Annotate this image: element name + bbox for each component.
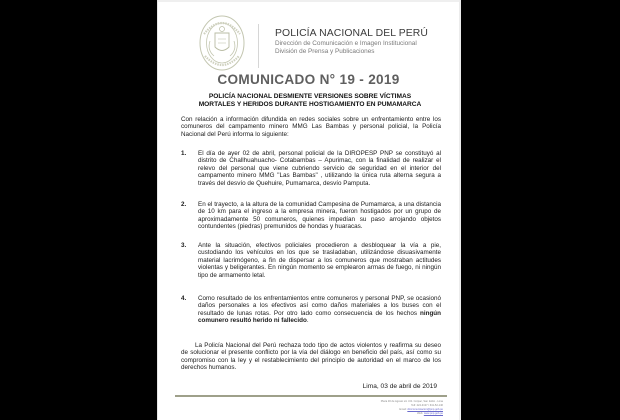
document-title: COMUNICADO N° 19 - 2019 — [217, 72, 400, 87]
letterhead-divider — [258, 24, 259, 68]
intro-paragraph: Con relación a información difundida en redes sociales sobre un enfrentamiento entre los comuneros del campamento minero MMG Las Bambas y personal policial, la Policía Nacional del Perú informa lo siguiente: — [181, 116, 441, 138]
web-link[interactable]: www.pnp.gob.pe — [423, 412, 443, 415]
footer-contact — [381, 400, 443, 416]
org-subtitle-directorate: Dirección de Comunicación e Imagen Institucional — [275, 40, 417, 47]
org-subtitle-division: División de Prensa y Publicaciones — [275, 47, 375, 55]
footer-phone: Telf. 224-3137 / 641-52-146 — [411, 404, 443, 407]
list-item — [181, 150, 441, 187]
list-item — [181, 242, 441, 279]
email-link[interactable]: dirccomunicacion@pnp.gob.pe — [407, 408, 443, 411]
document-page — [157, 0, 461, 420]
item-text: Ante la situación, efectivos policiales procedieron a desbloquear la vía a pie, custodiando los vehículos en los que se trasladaban, utilizándose disuasivamente material lacrimógeno, a fin de dispersar a los comuneros que mostraban actitudes violentas y beligerantes. En ningún momento se emplearon armas de fuego, ni ningún tipo de armamento letal. — [198, 242, 441, 279]
footer-email: Email: dirccomunicacion@pnp.gob.pe — [399, 408, 443, 411]
list-item — [181, 201, 441, 231]
list-item — [181, 295, 441, 325]
org-title: POLICÍA NACIONAL DEL PERÚ — [275, 28, 429, 39]
footer-web: Web: www.pnp.gob.pe — [417, 412, 443, 415]
item-number: 2. — [181, 201, 187, 208]
item-text-regular: Como resultado de los enfrentamientos entre comuneros y personal PNP, se ocasionó daños personales a los efectivos así como daños materiales a los buses con el resultado de lunas rotas. Por otro lado como consecuencia de los hechos — [198, 295, 441, 317]
footer-address: Plaza 30 de Agosto s/n Urb. Corpac, San Isidro - Lima — [380, 400, 443, 403]
police-crest-icon — [198, 14, 246, 72]
headline-line-1: POLICÍA NACIONAL DESMIENTE VERSIONES SOBRE VÍCTIMAS — [208, 93, 412, 100]
page-top-edge — [158, 0, 459, 2]
place-date: Lima, 03 de abril de 2019 — [362, 383, 437, 390]
document-headline — [176, 93, 444, 109]
item-text — [198, 295, 441, 325]
item-text: En el trayecto, a la altura de la comunidad Campesina de Pumamarca, a una distancia de 10 km para el ingreso a la empresa minera, fueron hostigados por un grupo de aproximadamente 50 comuneros, quienes impedían su paso arrojando objetos contundentes (piedras) premunidos de hondas y huaracas. — [198, 201, 441, 231]
item-text: El día de ayer 02 de abril, personal policial de la DIROPESP PNP se constituyó al distrito de Challhuahuacho- Cotabambas – Apurimac, con la finalidad de realizar el relevo del personal que viene cubriendo servicio de seguridad en el interior del campamento minero MMG "Las Bambas" , utilizando la única ruta alterna segura a través del desvío de Quehuire, Pumamarca, desvío Pamputa. — [198, 150, 441, 187]
headline-line-2: MORTALES Y HERIDOS DURANTE HOSTIGAMIENTO EN PUMAMARCA — [198, 101, 422, 108]
item-text-emphasis: ningún comunero resultó herido ni fallecido — [198, 309, 441, 325]
letterhead-organization — [275, 28, 460, 55]
item-number: 3. — [181, 242, 187, 249]
item-number: 4. — [181, 295, 187, 302]
item-text-end: . — [306, 317, 309, 325]
footer-divider — [175, 395, 447, 397]
item-number: 1. — [181, 150, 187, 157]
closing-paragraph: La Policía Nacional del Perú rechaza todo tipo de actos violentos y reafirma su deseo de solucionar el presente conflicto por la vía del diálogo en beneficio del país, así como su compromiso con la ley y el restablecimiento del principio de autoridad en el marco de los derechos humanos. — [181, 342, 441, 372]
